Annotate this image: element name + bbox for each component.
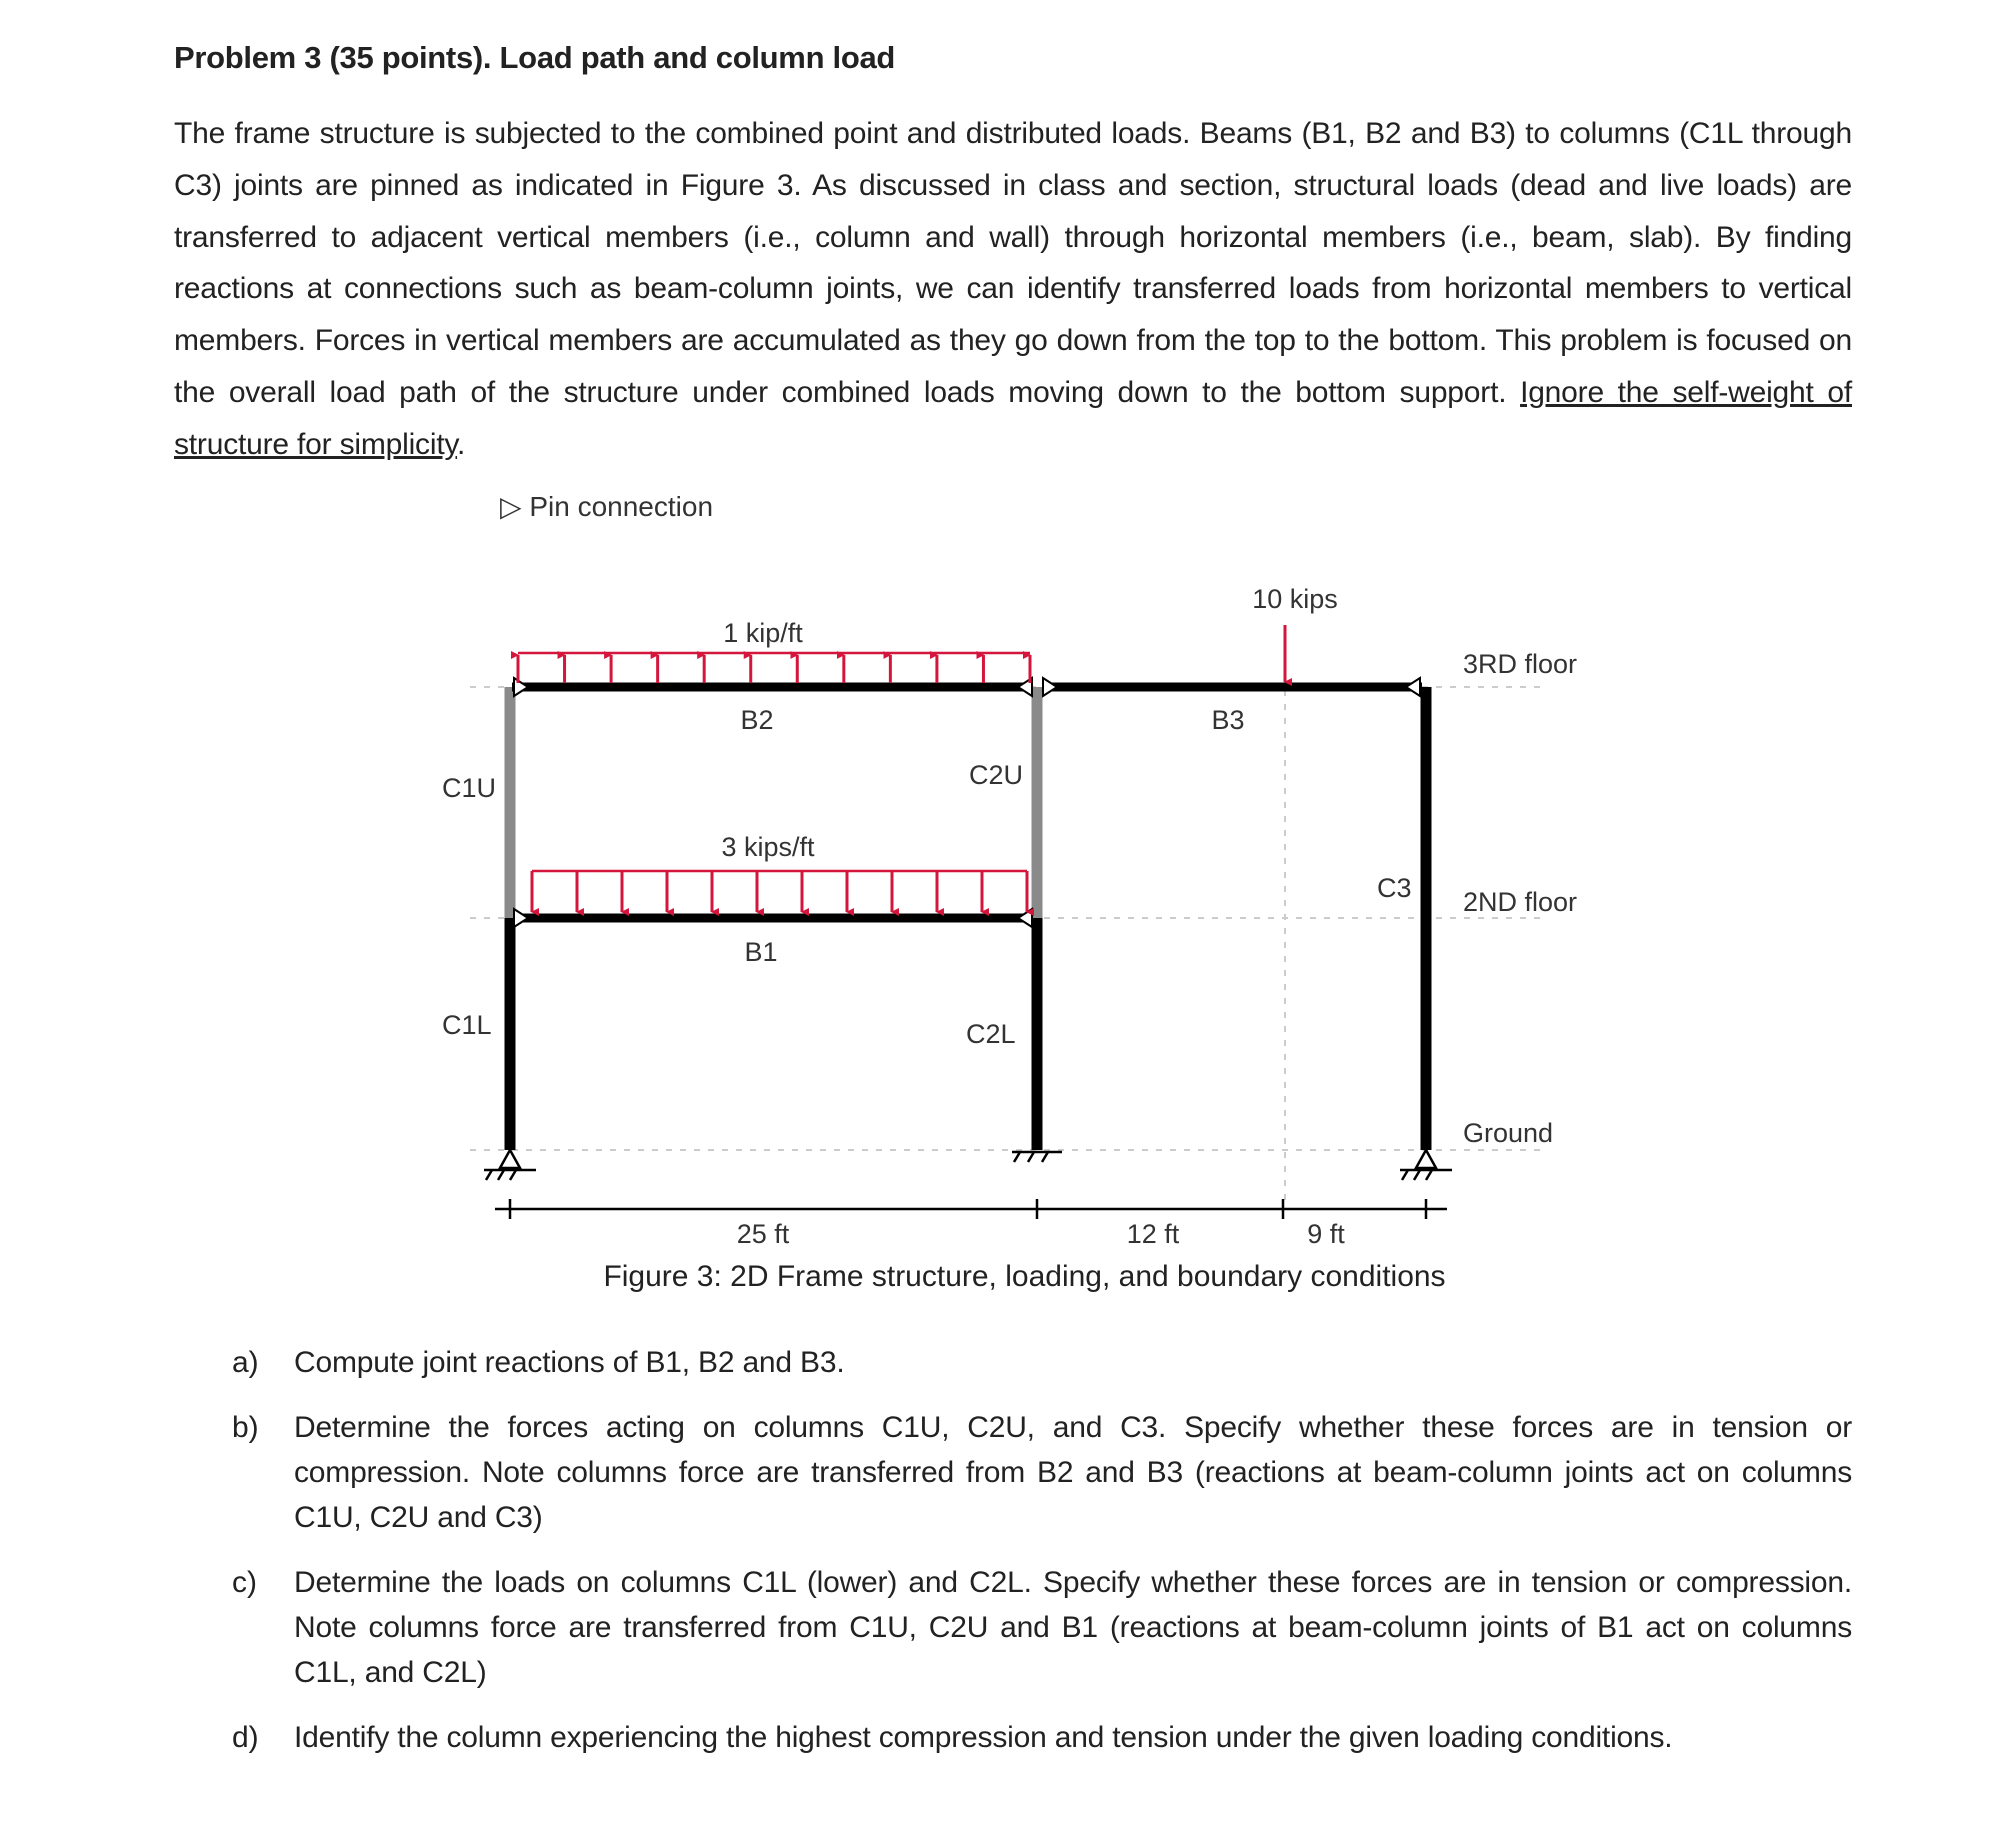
question-a [232,1340,1852,1385]
beam-b1-label: B1 [744,937,778,967]
question-label: c) [232,1566,257,1599]
load-top-label: 1 kip/ft [723,618,803,648]
second-floor-label: 2ND floor [1463,887,1578,917]
fixed-support-icon [1012,1152,1062,1162]
dimension-label: 25 ft [736,1219,790,1249]
question-label: d) [232,1721,259,1754]
column-c1l-label: C1L [442,1010,492,1040]
beam-b2-label: B2 [740,705,774,735]
intro-text: The frame structure is subjected to the combined point and distributed loads. Beams (B1, B2 and B3) to columns (C1L through C3) joints are pinned as indicated in Figure 3. As discussed in class and section, structural loads (dead and live loads) are transferred to adjacent vertical members (i.e., column and wall) through horizontal members (i.e., beam, slab). By finding reactions at connections such as beam-column joints, we can identify transferred loads from horizontal members to vertical members. Forces in vertical members are accumulated as they go down from the top to the bottom. This problem is focused on the overall load path of the structure under combined loads moving down to the bottom support. [174,117,1852,409]
self-weight-note: Ignore the self-weight of structure for simplicity [174,375,1852,461]
question-text: Determine the loads on columns C1L (lower) and C2L. Specify whether these forces are in tension or compression. Note columns force are transferred from C1U, C2U and B1 (reactions at beam-column joints of B1 act on columns C1L, and C2L) [294,1566,1852,1689]
question-c [232,1560,1852,1695]
question-text: Identify the column experiencing the highest compression and tension under the given loading conditions. [294,1721,1673,1754]
question-b [232,1405,1852,1540]
pin-support-icon [484,1150,536,1180]
third-floor-label: 3RD floor [1463,649,1578,679]
column-c2l-label: C2L [966,1019,1016,1049]
load-mid-label: 3 kips/ft [721,832,815,862]
dimension-label: 12 ft [1126,1219,1180,1249]
problem-title: Problem 3 (35 points). Load path and column load [174,40,896,75]
question-label: b) [232,1411,259,1444]
legend-label: Pin connection [529,491,714,522]
ground-label: Ground [1463,1118,1554,1148]
intro-end: . [457,427,466,461]
question-text: Determine the forces acting on columns C1U, C2U, and C3. Specify whether these forces are in tension or compression. Note columns force are transferred from B2 and B3 (reactions at beam-column joints act on columns C1U, C2U and C3) [294,1411,1852,1534]
column-c2u-label: C2U [969,760,1024,790]
point-load-label: 10 kips [1252,584,1338,614]
question-d [232,1715,1852,1760]
distributed-load-mid [532,871,1027,912]
beam-b3-label: B3 [1211,705,1245,735]
pin-icon: ▷ [500,491,522,522]
figure-caption [0,1260,2009,1294]
question-label: a) [232,1346,259,1379]
distributed-load-top [518,653,1030,683]
pin-icon [1043,678,1057,696]
pin-icon [514,909,528,927]
column-c1u-label: C1U [442,773,497,803]
pin-icon [514,678,528,696]
dimension-label: 9 ft [1307,1219,1345,1249]
pin-support-icon [1400,1150,1452,1180]
column-c3-label: C3 [1377,873,1412,903]
pin-icon [1018,909,1032,927]
pin-icon [1406,678,1420,696]
question-text: Compute joint reactions of B1, B2 and B3. [294,1346,845,1379]
caption-text: Figure 3: 2D Frame structure, loading, and boundary conditions [603,1260,1446,1293]
